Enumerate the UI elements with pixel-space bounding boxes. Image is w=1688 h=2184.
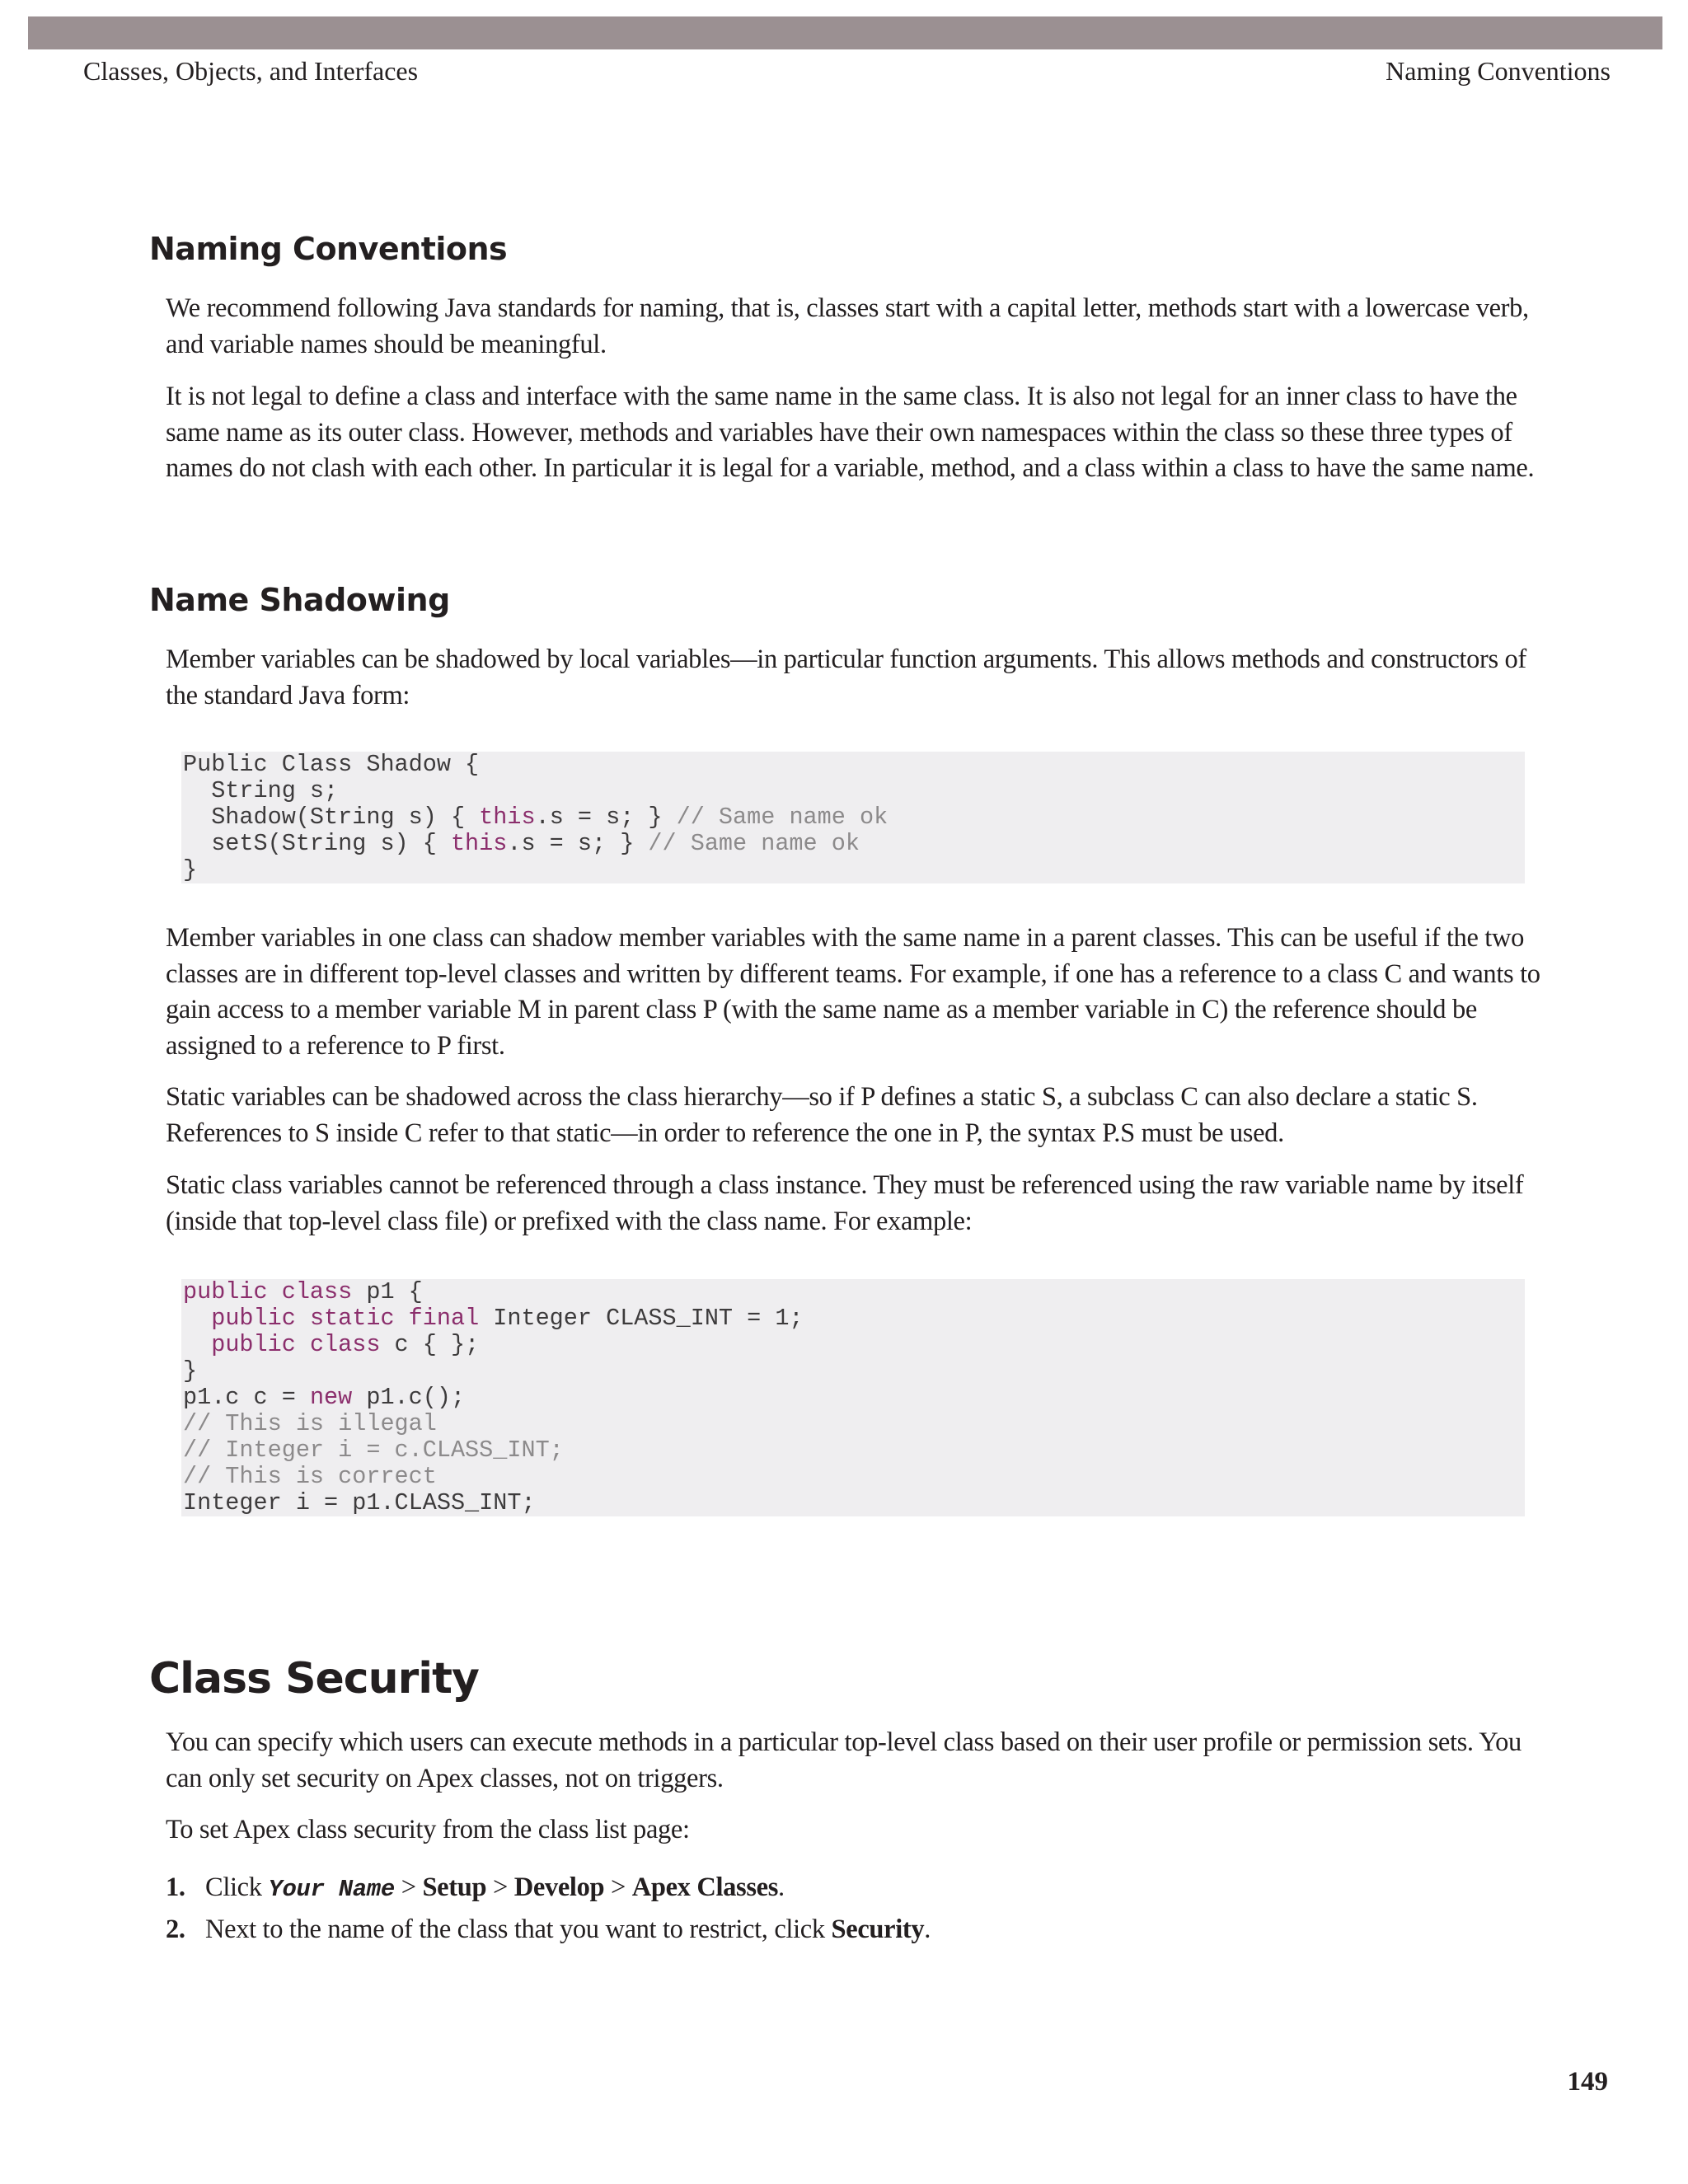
naming-paragraph-2: It is not legal to define a class and interface with the same name in the same class. It is also not legal for an inner class to have the same name as its outer class. However, methods and variables have their own namespaces within the class so these three types of names do not clash with each other. In particular it is legal for a variable, method, and a class within a class to have the same name. <box>166 382 1535 483</box>
code-line: } <box>183 1357 198 1385</box>
code-line: public static final Integer CLASS_INT = 1; <box>211 1305 804 1332</box>
running-header-chapter: Classes, Objects, and Interfaces <box>83 56 419 86</box>
code-line: } <box>183 856 198 883</box>
list-item: 2. Next to the name of the class that you want to restrict, click Security. <box>166 1915 931 1944</box>
menu-path-setup: Setup <box>422 1872 487 1902</box>
code-line: public class c { }; <box>211 1331 480 1358</box>
code-line: // This is illegal <box>183 1410 437 1437</box>
code-block-static <box>181 1279 1525 1516</box>
code-line: setS(String s) { this.s = s; } // Same name ok <box>183 830 860 857</box>
code-line: p1.c c = new p1.c(); <box>183 1384 466 1411</box>
heading-naming-conventions: Naming Conventions <box>149 231 508 267</box>
code-line: Integer i = p1.CLASS_INT; <box>183 1489 536 1516</box>
code-line: Public Class Shadow { <box>183 751 480 778</box>
menu-path-develop: Develop <box>513 1872 605 1902</box>
code-line: // This is correct <box>183 1463 437 1490</box>
list-item: 1. Click Your Name > Setup > Develop > Apex Classes. <box>166 1872 785 1903</box>
header-band <box>28 16 1662 49</box>
your-name-placeholder: Your Name <box>268 1876 395 1903</box>
naming-paragraph-1: We recommend following Java standards for naming, that is, classes start with a capital letter, methods start with a lowercase verb, and variable names should be meaningful. <box>166 293 1529 359</box>
security-paragraph-1: You can specify which users can execute methods in a particular top-level class based on their user profile or permission sets. You can only set security on Apex classes, not on triggers. <box>166 1727 1522 1793</box>
security-link-label: Security <box>831 1915 925 1944</box>
security-paragraph-2: To set Apex class security from the class list page: <box>166 1815 690 1844</box>
page-number: 149 <box>1567 2067 1608 2097</box>
heading-class-security: Class Security <box>149 1654 479 1704</box>
heading-name-shadowing: Name Shadowing <box>149 582 450 618</box>
code-block-shadow <box>181 752 1525 883</box>
code-line: String s; <box>183 777 339 804</box>
code-line: // Integer i = c.CLASS_INT; <box>183 1436 564 1464</box>
code-line: Shadow(String s) { this.s = s; } // Same name ok <box>183 804 889 831</box>
security-steps-list <box>166 1868 1546 1949</box>
shadowing-paragraph-1: Member variables can be shadowed by local variables—in particular function arguments. This allows methods and constructors of the standard Java form: <box>166 644 1526 710</box>
shadowing-paragraph-4: Static class variables cannot be referenced through a class instance. They must be referenced using the raw variable name by itself (inside that top-level class file) or prefixed with the class name. For example: <box>166 1170 1524 1236</box>
shadowing-paragraph-3: Static variables can be shadowed across the class hierarchy—so if P defines a static S, a subclass C can also declare a static S. References to S inside C refer to that static—in order to reference the one in P, the syntax P.S must be used. <box>166 1082 1478 1148</box>
code-line: public class p1 { <box>183 1278 423 1305</box>
shadowing-paragraph-2: Member variables in one class can shadow member variables with the same name in a parent classes. This can be useful if the two classes are in different top-level classes and written by different teams. For example, if one has a reference to a class C and wants to gain access to a member variable M in parent class P (with the same name as a member variable in C) the reference should be assigned to a reference to P first. <box>166 923 1540 1061</box>
running-header-section: Naming Conventions <box>1386 56 1611 86</box>
menu-path-apex-classes: Apex Classes <box>631 1872 778 1902</box>
